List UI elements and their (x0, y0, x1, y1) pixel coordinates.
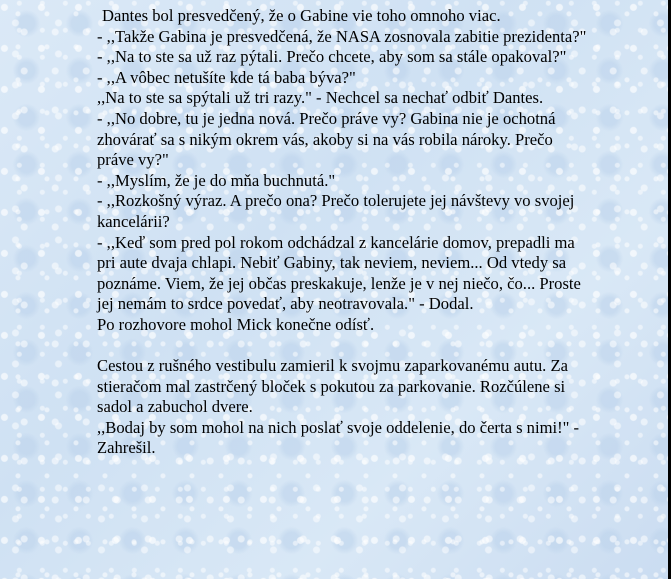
dialogue-line: - ,,A vôbec netušíte kde tá baba býva?" (97, 67, 356, 87)
dialogue-line: - ,,Rozkošný výraz. A prečo ona? Prečo tolerujete jej návštevy vo svojej kancelárii? (97, 191, 575, 231)
dialogue-line: ,,Na to ste sa spýtali už tri razy." - Nechcel sa nechať odbiť Dantes. (97, 88, 544, 108)
dialogue-line: - ,,Keď som pred pol rokom odchádzal z kancelárie domov, prepadli ma pri aute dvaja chlapi. Nebiť Gabiny, tak neviem, neviem... Od vtedy sa poznáme. Viem, že jej občas preskakuje, lenže je v nej niečo, čo... Proste jej nemám to srdce povedať, aby neotravovala." - Dodal. (97, 232, 581, 314)
narration-line: Po rozhovore mohol Mick konečne odísť. (97, 314, 375, 334)
paragraph-intro: Dantes bol presvedčený, že o Gabine vie toho omnoho viac. (102, 6, 501, 25)
dialogue-line: ,,Bodaj by som mohol na nich poslať svoje oddelenie, do čerta s nimi!" - Zahrešil. (97, 417, 580, 458)
dialogue-line: - ,,Na to ste sa už raz pýtali. Prečo chcete, aby som sa stále opakoval?" (97, 47, 567, 67)
dialogue-line: - ,,Takže Gabina je presvedčená, že NASA zosnovala zabitie prezidenta?" (97, 26, 587, 46)
narration-paragraph: Cestou z rušného vestibulu zamieril k svojmu zaparkovanému autu. Za stieračom mal zastrčený bloček s pokutou za parkovanie. Rozčúlene si sadol a zabuchol dvere. (97, 356, 568, 417)
dialogue-line: - ,,Myslím, že je do mňa buchnutá." (97, 170, 336, 190)
blank-line (97, 336, 589, 357)
story-text (97, 6, 589, 459)
dialogue-line: - ,,No dobre, tu je jedna nová. Prečo práve vy? Gabina nie je ochotná zhovárať sa s nikým okrem vás, akoby si na vás robila nároky. Prečo práve vy?" (97, 108, 556, 170)
